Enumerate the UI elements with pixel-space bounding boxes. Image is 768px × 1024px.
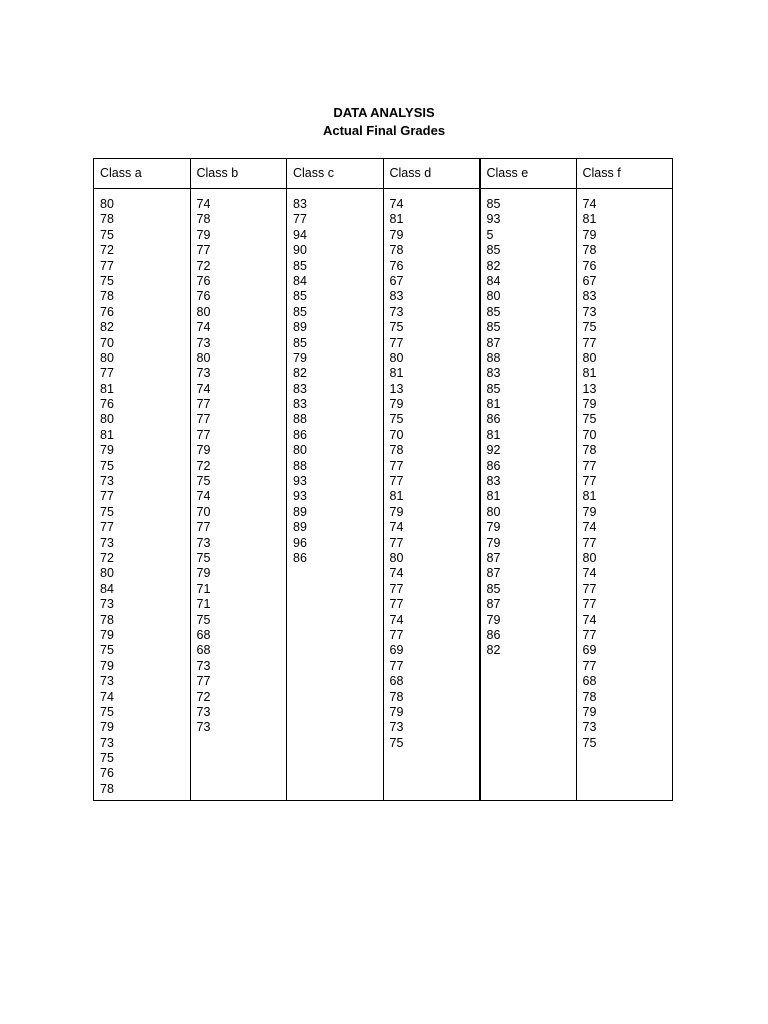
column-header-class-c: Class c xyxy=(287,159,384,189)
grade-value: 81 xyxy=(486,397,501,412)
grade-value: 74 xyxy=(582,197,597,211)
document-subtitle: Actual Final Grades xyxy=(322,123,446,138)
grade-value: 82 xyxy=(293,366,307,381)
grade-value: 67 xyxy=(582,273,597,288)
grade-value: 74 xyxy=(196,320,211,335)
grade-value: 74 xyxy=(582,566,597,581)
grade-value: 75 xyxy=(389,735,404,750)
grade-value: 75 xyxy=(100,704,114,719)
grade-value: 74 xyxy=(582,520,597,535)
grade-value: 77 xyxy=(389,335,404,350)
grade-value: 93 xyxy=(293,489,307,504)
grades-row xyxy=(94,189,673,801)
grade-value: 78 xyxy=(100,612,114,627)
grade-value: 78 xyxy=(100,781,114,796)
grade-value: 73 xyxy=(100,735,114,750)
grade-value: 77 xyxy=(582,335,597,350)
grade-value: 81 xyxy=(486,489,501,504)
grade-value: 70 xyxy=(582,427,597,442)
grade-value: 77 xyxy=(196,520,211,535)
grade-value: 80 xyxy=(582,550,597,565)
grade-value: 74 xyxy=(389,566,404,581)
grade-value: 78 xyxy=(100,289,114,304)
grade-value: 87 xyxy=(486,335,501,350)
grade-value: 75 xyxy=(100,273,114,288)
grade-value: 75 xyxy=(582,320,597,335)
grade-value: 83 xyxy=(486,474,501,489)
grade-value: 73 xyxy=(196,720,211,735)
grade-value: 77 xyxy=(293,212,307,227)
grade-value: 83 xyxy=(293,381,307,396)
grade-value: 83 xyxy=(293,197,307,211)
grade-value: 81 xyxy=(100,427,114,442)
grade-value: 74 xyxy=(582,612,597,627)
grades-table xyxy=(93,158,673,801)
grade-value: 85 xyxy=(486,304,501,319)
grade-value: 76 xyxy=(389,258,404,273)
grade-value: 77 xyxy=(582,658,597,673)
grade-value: 80 xyxy=(293,443,307,458)
grade-value: 68 xyxy=(389,674,404,689)
grade-value: 96 xyxy=(293,535,307,550)
grade-value: 71 xyxy=(196,581,211,596)
grades-cell-class-e xyxy=(480,189,577,801)
grade-value: 77 xyxy=(196,412,211,427)
header-row xyxy=(94,159,673,189)
grade-value: 78 xyxy=(389,243,404,258)
grade-value: 77 xyxy=(582,535,597,550)
grade-value: 80 xyxy=(100,197,114,211)
document-title: DATA ANALYSIS xyxy=(333,105,435,120)
grade-value: 85 xyxy=(293,289,307,304)
grade-value: 93 xyxy=(486,212,501,227)
grades-cell-class-d xyxy=(383,189,480,801)
grade-value: 76 xyxy=(100,766,114,781)
grade-value: 73 xyxy=(196,658,211,673)
grade-value: 75 xyxy=(582,412,597,427)
grade-value: 83 xyxy=(582,289,597,304)
grade-value: 81 xyxy=(389,366,404,381)
grade-value: 79 xyxy=(196,227,211,242)
grade-value: 79 xyxy=(196,566,211,581)
grade-value: 82 xyxy=(486,258,501,273)
grade-value: 77 xyxy=(582,474,597,489)
grade-value: 84 xyxy=(293,273,307,288)
grade-value: 93 xyxy=(293,474,307,489)
grade-value: 89 xyxy=(293,320,307,335)
grade-value: 88 xyxy=(293,458,307,473)
grade-value: 84 xyxy=(100,581,114,596)
grade-value: 86 xyxy=(486,458,501,473)
grade-value: 86 xyxy=(486,412,501,427)
grade-value: 75 xyxy=(100,458,114,473)
grade-value: 73 xyxy=(196,366,211,381)
grade-value: 86 xyxy=(486,627,501,642)
grade-value: 78 xyxy=(582,443,597,458)
grade-value: 75 xyxy=(389,320,404,335)
grade-value: 76 xyxy=(100,397,114,412)
grade-value: 78 xyxy=(582,243,597,258)
grade-value: 94 xyxy=(293,227,307,242)
grade-value: 80 xyxy=(196,304,211,319)
grade-value: 77 xyxy=(582,597,597,612)
grade-value: 83 xyxy=(293,397,307,412)
grade-value: 77 xyxy=(389,535,404,550)
grade-value: 73 xyxy=(100,674,114,689)
grade-value: 77 xyxy=(389,458,404,473)
grade-value: 79 xyxy=(582,227,597,242)
grade-value: 68 xyxy=(196,643,211,658)
grade-value: 79 xyxy=(582,397,597,412)
grade-value: 79 xyxy=(389,227,404,242)
grade-value: 74 xyxy=(389,197,404,211)
grade-value: 74 xyxy=(100,689,114,704)
grade-value: 85 xyxy=(486,381,501,396)
grade-value: 85 xyxy=(293,304,307,319)
grade-value: 75 xyxy=(196,612,211,627)
grade-value: 77 xyxy=(389,658,404,673)
grade-value: 75 xyxy=(100,751,114,766)
grade-value: 80 xyxy=(100,350,114,365)
grade-value: 80 xyxy=(100,566,114,581)
grade-value: 78 xyxy=(100,212,114,227)
grade-value: 82 xyxy=(486,643,501,658)
grade-value: 76 xyxy=(196,289,211,304)
grade-value: 73 xyxy=(196,335,211,350)
grade-value: 77 xyxy=(389,474,404,489)
grade-value: 83 xyxy=(389,289,404,304)
grade-value: 77 xyxy=(389,581,404,596)
grade-value: 80 xyxy=(196,350,211,365)
grade-value: 79 xyxy=(486,520,501,535)
grade-value: 77 xyxy=(389,597,404,612)
grade-value: 80 xyxy=(486,504,501,519)
grades-cell-class-b xyxy=(190,189,287,801)
grade-value: 78 xyxy=(389,689,404,704)
grade-value: 68 xyxy=(196,627,211,642)
column-header-class-a: Class a xyxy=(94,159,191,189)
grade-value: 74 xyxy=(196,489,211,504)
grade-value: 80 xyxy=(486,289,501,304)
grade-value: 81 xyxy=(582,366,597,381)
column-header-class-f: Class f xyxy=(576,159,673,189)
grade-value: 84 xyxy=(486,273,501,288)
grade-value: 72 xyxy=(100,550,114,565)
grade-value: 73 xyxy=(100,597,114,612)
grade-value: 76 xyxy=(196,273,211,288)
grade-value: 77 xyxy=(196,674,211,689)
grade-value: 68 xyxy=(582,674,597,689)
grade-value: 76 xyxy=(582,258,597,273)
column-header-class-b: Class b xyxy=(190,159,287,189)
column-header-class-d: Class d xyxy=(383,159,480,189)
grade-value: 72 xyxy=(100,243,114,258)
grade-value: 85 xyxy=(293,335,307,350)
grade-value: 75 xyxy=(196,474,211,489)
grade-value: 78 xyxy=(389,443,404,458)
grade-value: 77 xyxy=(389,627,404,642)
grade-value: 88 xyxy=(486,350,501,365)
grade-value: 72 xyxy=(196,458,211,473)
grade-value: 73 xyxy=(389,720,404,735)
grade-value: 78 xyxy=(196,212,211,227)
grade-value: 80 xyxy=(389,550,404,565)
grade-value: 75 xyxy=(100,227,114,242)
grade-value: 88 xyxy=(293,412,307,427)
grade-value: 73 xyxy=(100,474,114,489)
grade-value: 71 xyxy=(196,597,211,612)
grade-value: 81 xyxy=(389,489,404,504)
grade-value: 73 xyxy=(196,704,211,719)
grade-value: 70 xyxy=(389,427,404,442)
grade-value: 87 xyxy=(486,597,501,612)
grade-value: 79 xyxy=(389,704,404,719)
grade-value: 89 xyxy=(293,520,307,535)
grade-value: 79 xyxy=(486,612,501,627)
grade-value: 73 xyxy=(582,304,597,319)
grade-value: 81 xyxy=(582,212,597,227)
grade-value: 77 xyxy=(100,366,114,381)
grade-value: 81 xyxy=(582,489,597,504)
grade-value: 77 xyxy=(100,489,114,504)
grade-value: 77 xyxy=(582,581,597,596)
grade-value: 73 xyxy=(389,304,404,319)
grade-value: 80 xyxy=(100,412,114,427)
grade-value: 87 xyxy=(486,550,501,565)
grade-value: 78 xyxy=(582,689,597,704)
grade-value: 77 xyxy=(100,520,114,535)
grade-value: 80 xyxy=(582,350,597,365)
grade-value: 86 xyxy=(293,550,307,565)
grade-value: 79 xyxy=(100,443,114,458)
grade-value: 82 xyxy=(100,320,114,335)
grade-value: 79 xyxy=(582,504,597,519)
grade-value: 72 xyxy=(196,689,211,704)
grade-value: 74 xyxy=(196,197,211,211)
grade-value: 85 xyxy=(486,243,501,258)
grade-value: 5 xyxy=(486,227,494,242)
column-header-class-e: Class e xyxy=(480,159,577,189)
grade-value: 77 xyxy=(196,397,211,412)
grade-value: 87 xyxy=(486,566,501,581)
grade-value: 77 xyxy=(100,258,114,273)
grade-value: 13 xyxy=(389,381,404,396)
grade-value: 79 xyxy=(389,397,404,412)
grade-value: 92 xyxy=(486,443,501,458)
grade-value: 76 xyxy=(100,304,114,319)
grades-cell-class-c xyxy=(287,189,384,801)
grade-value: 74 xyxy=(389,612,404,627)
grade-value: 86 xyxy=(293,427,307,442)
grade-value: 77 xyxy=(582,627,597,642)
grade-value: 77 xyxy=(582,458,597,473)
grade-value: 79 xyxy=(100,627,114,642)
grade-value: 79 xyxy=(196,443,211,458)
grade-value: 79 xyxy=(389,504,404,519)
grade-value: 75 xyxy=(582,735,597,750)
grade-value: 81 xyxy=(389,212,404,227)
grade-value: 85 xyxy=(486,581,501,596)
grade-value: 83 xyxy=(486,366,501,381)
grade-value: 85 xyxy=(293,258,307,273)
grades-cell-class-f xyxy=(576,189,673,801)
grades-cell-class-a xyxy=(94,189,191,801)
grade-value: 69 xyxy=(389,643,404,658)
grade-value: 69 xyxy=(582,643,597,658)
grade-value: 73 xyxy=(100,535,114,550)
grade-value: 81 xyxy=(486,427,501,442)
grade-value: 77 xyxy=(196,243,211,258)
grade-value: 79 xyxy=(100,658,114,673)
grade-value: 70 xyxy=(100,335,114,350)
grade-value: 74 xyxy=(196,381,211,396)
grade-value: 85 xyxy=(486,197,501,211)
grade-value: 75 xyxy=(100,504,114,519)
grade-value: 75 xyxy=(100,643,114,658)
grade-value: 81 xyxy=(100,381,114,396)
grade-value: 72 xyxy=(196,258,211,273)
grade-value: 89 xyxy=(293,504,307,519)
grade-value: 79 xyxy=(486,535,501,550)
grade-value: 75 xyxy=(196,550,211,565)
grade-value: 79 xyxy=(582,704,597,719)
grade-value: 73 xyxy=(582,720,597,735)
grade-value: 77 xyxy=(196,427,211,442)
grade-value: 70 xyxy=(196,504,211,519)
grade-value: 75 xyxy=(389,412,404,427)
grade-value: 13 xyxy=(582,381,597,396)
grade-value: 85 xyxy=(486,320,501,335)
grade-value: 90 xyxy=(293,243,307,258)
grade-value: 73 xyxy=(196,535,211,550)
grade-value: 79 xyxy=(100,720,114,735)
grade-value: 67 xyxy=(389,273,404,288)
grade-value: 74 xyxy=(389,520,404,535)
grade-value: 80 xyxy=(389,350,404,365)
grade-value: 79 xyxy=(293,350,307,365)
